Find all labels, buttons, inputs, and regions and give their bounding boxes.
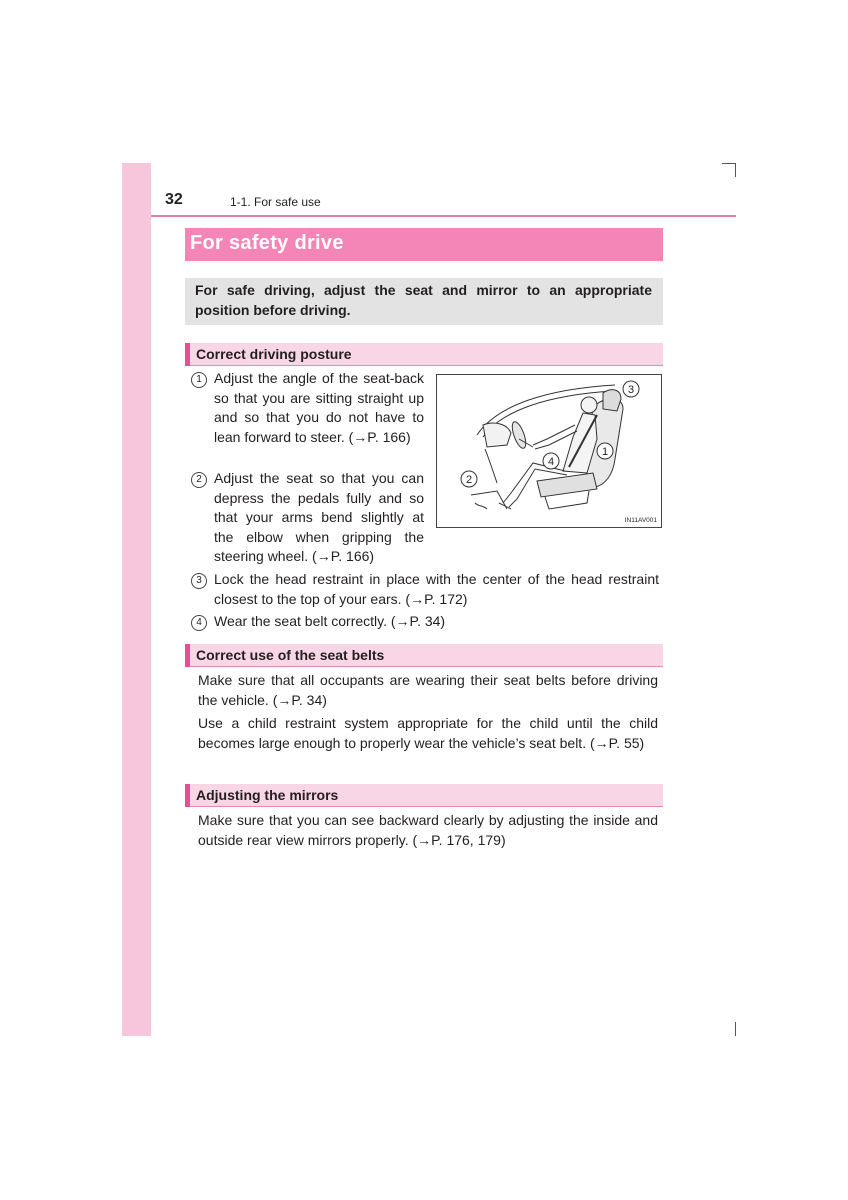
subhead-label: Correct driving posture	[196, 346, 352, 362]
figure-callout-4: 4	[547, 456, 555, 468]
intro-text: For safe driving, adjust the seat and mirror to an appropriate position before driving.	[195, 282, 652, 318]
item-marker-2: 2	[191, 472, 207, 488]
page-title: For safety drive	[190, 232, 344, 254]
intro-box	[185, 278, 663, 325]
figure-callout-2: 2	[465, 474, 473, 486]
item-marker-3: 3	[191, 573, 207, 589]
item-marker-4: 4	[191, 615, 207, 631]
seat-belt-paragraph-1: Make sure that all occupants are wearing their seat belts before driving the vehicle. (→P. 34)	[198, 672, 658, 708]
figure-callout-3: 3	[627, 384, 635, 396]
subhead-mirrors	[185, 784, 663, 807]
posture-item-2: Adjust the seat so that you can depress the pedals fully and so that your arms bend slightly at the elbow when gripping the steering wheel. (→P. 166)	[214, 470, 424, 564]
posture-item-1: Adjust the angle of the seat-back so that you are sitting straight up and so that you do not have to lean forward to steer. (→P. 166)	[214, 370, 424, 445]
section-reference: 1-1. For safe use	[230, 195, 321, 209]
title-bar	[185, 228, 663, 261]
subhead-seat-belts	[185, 644, 663, 667]
item-marker-1: 1	[191, 372, 207, 388]
seat-belt-paragraph-2: Use a child restraint system appropriate for the child until the child becomes large enough to properly wear the vehicle’s seat belt. (→P. 55)	[198, 715, 658, 751]
figure-callout-1: 1	[601, 446, 609, 458]
header-rule	[151, 215, 736, 217]
posture-item-3: Lock the head restraint in place with the center of the head restraint closest to the top of your ears. (→P. 172)	[214, 571, 659, 607]
subhead-label: Correct use of the seat belts	[196, 647, 385, 663]
side-tab	[122, 163, 151, 1036]
mirrors-paragraph: Make sure that you can see backward clearly by adjusting the inside and outside rear view mirrors properly. (→P. 176, 179)	[198, 812, 658, 848]
subhead-label: Adjusting the mirrors	[196, 787, 339, 803]
crop-mark-top-vertical	[735, 163, 736, 177]
driver-seat-illustration	[437, 375, 661, 527]
figure-code: IN11AV001	[624, 517, 657, 524]
page-number: 32	[165, 191, 183, 208]
driving-posture-figure	[436, 374, 662, 528]
posture-item-4: Wear the seat belt correctly. (→P. 34)	[214, 613, 446, 629]
crop-mark-top-horizontal	[722, 163, 736, 164]
crop-mark-bottom	[735, 1022, 736, 1036]
subhead-driving-posture	[185, 343, 663, 366]
